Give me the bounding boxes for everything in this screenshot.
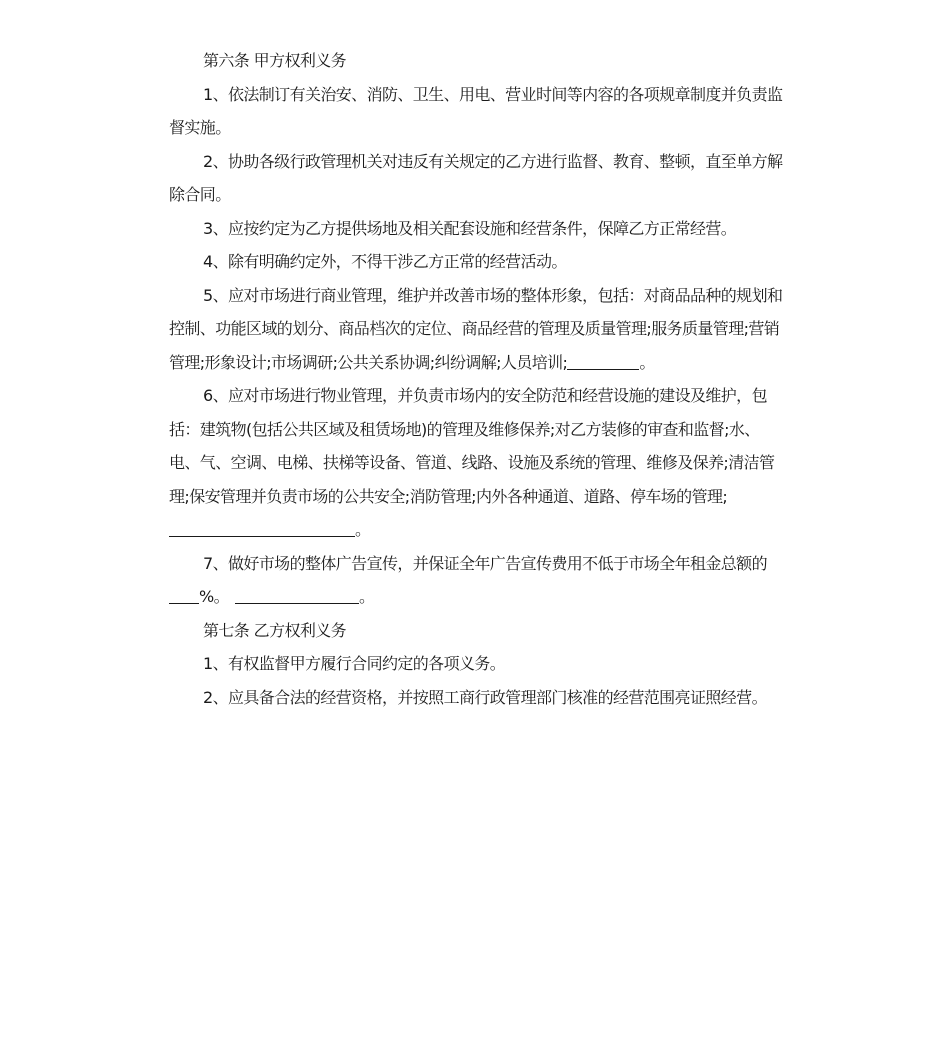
article-7-heading: 第七条 乙方权利义务 <box>203 620 347 640</box>
article-6-item-7-percent: %。 <box>199 587 230 606</box>
article-7-item-1: 1、有权监督甲方履行合同约定的各项义务。 <box>203 654 506 673</box>
fill-in-blank[interactable] <box>235 585 359 604</box>
article-6-item-6-text: 6、应对市场进行物业管理，并负责市场内的安全防范和经营设施的建设及维护，包括：建筑物(包括公共区域及租赁场地)的管理及维修保养;对乙方装修的审查和监督;水、电、气、空调、电梯、扶梯等设备、管道、线路、设施及系统的管理、维修及保养;清洁管理;保安管理并负责市场的公共安全;消防管理;内外各种通道、道路、停车场的管理; <box>169 386 775 506</box>
article-6-item-5-end: 。 <box>639 352 655 372</box>
article-6-item-1: 1、依法制订有关治安、消防、卫生、用电、营业时间等内容的各项规章制度并负责监督实施。 <box>169 84 783 137</box>
fill-in-blank[interactable] <box>169 518 355 537</box>
article-6-item-6 <box>169 379 789 547</box>
article-6-item-5 <box>169 279 789 380</box>
article-6-item-3: 3、应按约定为乙方提供场地及相关配套设施和经营条件，保障乙方正常经营。 <box>203 218 737 238</box>
article-6-item-7-end: 。 <box>359 587 375 606</box>
article-6-item-4: 4、除有明确约定外，不得干涉乙方正常的经营活动。 <box>203 252 567 271</box>
fill-in-blank[interactable] <box>567 351 639 370</box>
article-6-item-6-end: 。 <box>355 520 371 539</box>
article-6-item-5-text: 5、应对市场进行商业管理，维护并改善市场的整体形象，包括：对商品品种的规划和控制、功能区域的划分、商品档次的定位、商品经营的管理及质量管理;服务质量管理;营销管理;形象设计;市场调研;公共关系协调;纠纷调解;人员培训; <box>169 285 783 372</box>
document-body <box>169 44 789 714</box>
article-7-item-2: 2、应具备合法的经营资格，并按照工商行政管理部门核准的经营范围亮证照经营。 <box>203 687 767 707</box>
article-6-item-7 <box>169 547 789 614</box>
article-6-item-2: 2、协助各级行政管理机关对违反有关规定的乙方进行监督、教育、整顿，直至单方解除合同。 <box>169 151 783 204</box>
article-6-heading: 第六条 甲方权利义务 <box>203 51 347 70</box>
percent-blank[interactable] <box>169 585 199 604</box>
article-6-item-7-text: 7、做好市场的整体广告宣传，并保证全年广告宣传费用不低于市场全年租金总额的 <box>203 553 767 573</box>
